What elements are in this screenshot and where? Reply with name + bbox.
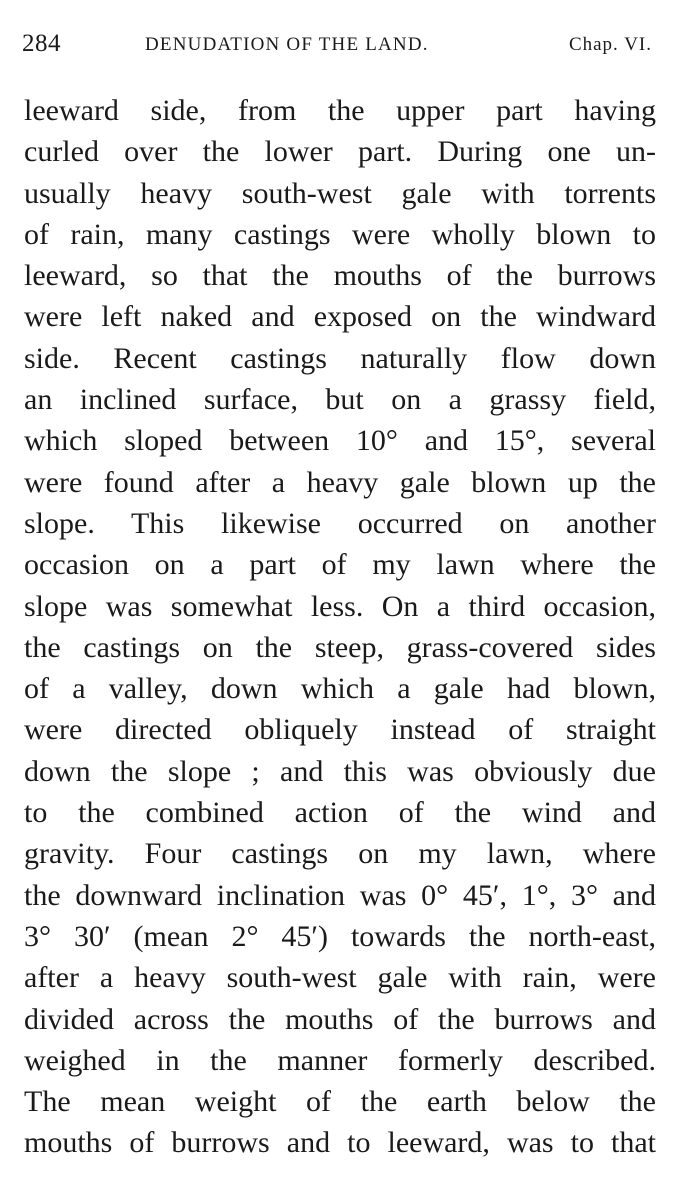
text-line: occasion on a part of my lawn where the xyxy=(24,548,656,582)
text-line: mouths of burrows and to leeward, was to that xyxy=(24,1126,656,1160)
text-line: usually heavy south-west gale with torrents xyxy=(24,176,656,210)
text-line: which sloped between 10° and 15°, several xyxy=(24,424,656,458)
text-line: the castings on the steep, grass-covered sides xyxy=(24,630,656,664)
text-line: of a valley, down which a gale had blown, xyxy=(24,672,656,706)
text-line: side. Recent castings naturally flow down xyxy=(24,341,656,375)
text-line: the downward inclination was 0° 45′, 1°, 3° and xyxy=(24,878,656,912)
text-line: curled over the lower part. During one un- xyxy=(24,135,656,169)
text-line: of rain, many castings were wholly blown to xyxy=(24,217,656,251)
text-line: The mean weight of the earth below the xyxy=(24,1085,656,1119)
text-line: were left naked and exposed on the windward xyxy=(24,300,656,334)
text-line: after a heavy south-west gale with rain, were xyxy=(24,961,656,995)
page-number: 284 xyxy=(22,30,61,57)
text-line: to the combined action of the wind and xyxy=(24,796,656,830)
text-line: were found after a heavy gale blown up the xyxy=(24,465,656,499)
text-line: 3° 30′ (mean 2° 45′) towards the north-east, xyxy=(24,919,656,953)
chapter-label: Chap. VI. xyxy=(568,34,652,55)
text-line: an inclined surface, but on a grassy field, xyxy=(24,383,656,417)
text-line: slope. This likewise occurred on another xyxy=(24,506,656,540)
text-line: were directed obliquely instead of straight xyxy=(24,713,656,747)
page-header xyxy=(22,30,652,62)
text-line: leeward side, from the upper part having xyxy=(24,94,656,127)
text-line: weighed in the manner formerly described. xyxy=(24,1043,656,1077)
text-line: down the slope ; and this was obviously due xyxy=(24,754,656,788)
running-title: DENUDATION OF THE LAND. xyxy=(145,34,429,55)
text-line: divided across the mouths of the burrows and xyxy=(24,1002,656,1036)
body-text xyxy=(24,90,656,1164)
text-line: slope was somewhat less. On a third occasion, xyxy=(24,589,656,623)
text-line: leeward, so that the mouths of the burrows xyxy=(24,259,656,293)
text-line: gravity. Four castings on my lawn, where xyxy=(24,837,656,871)
